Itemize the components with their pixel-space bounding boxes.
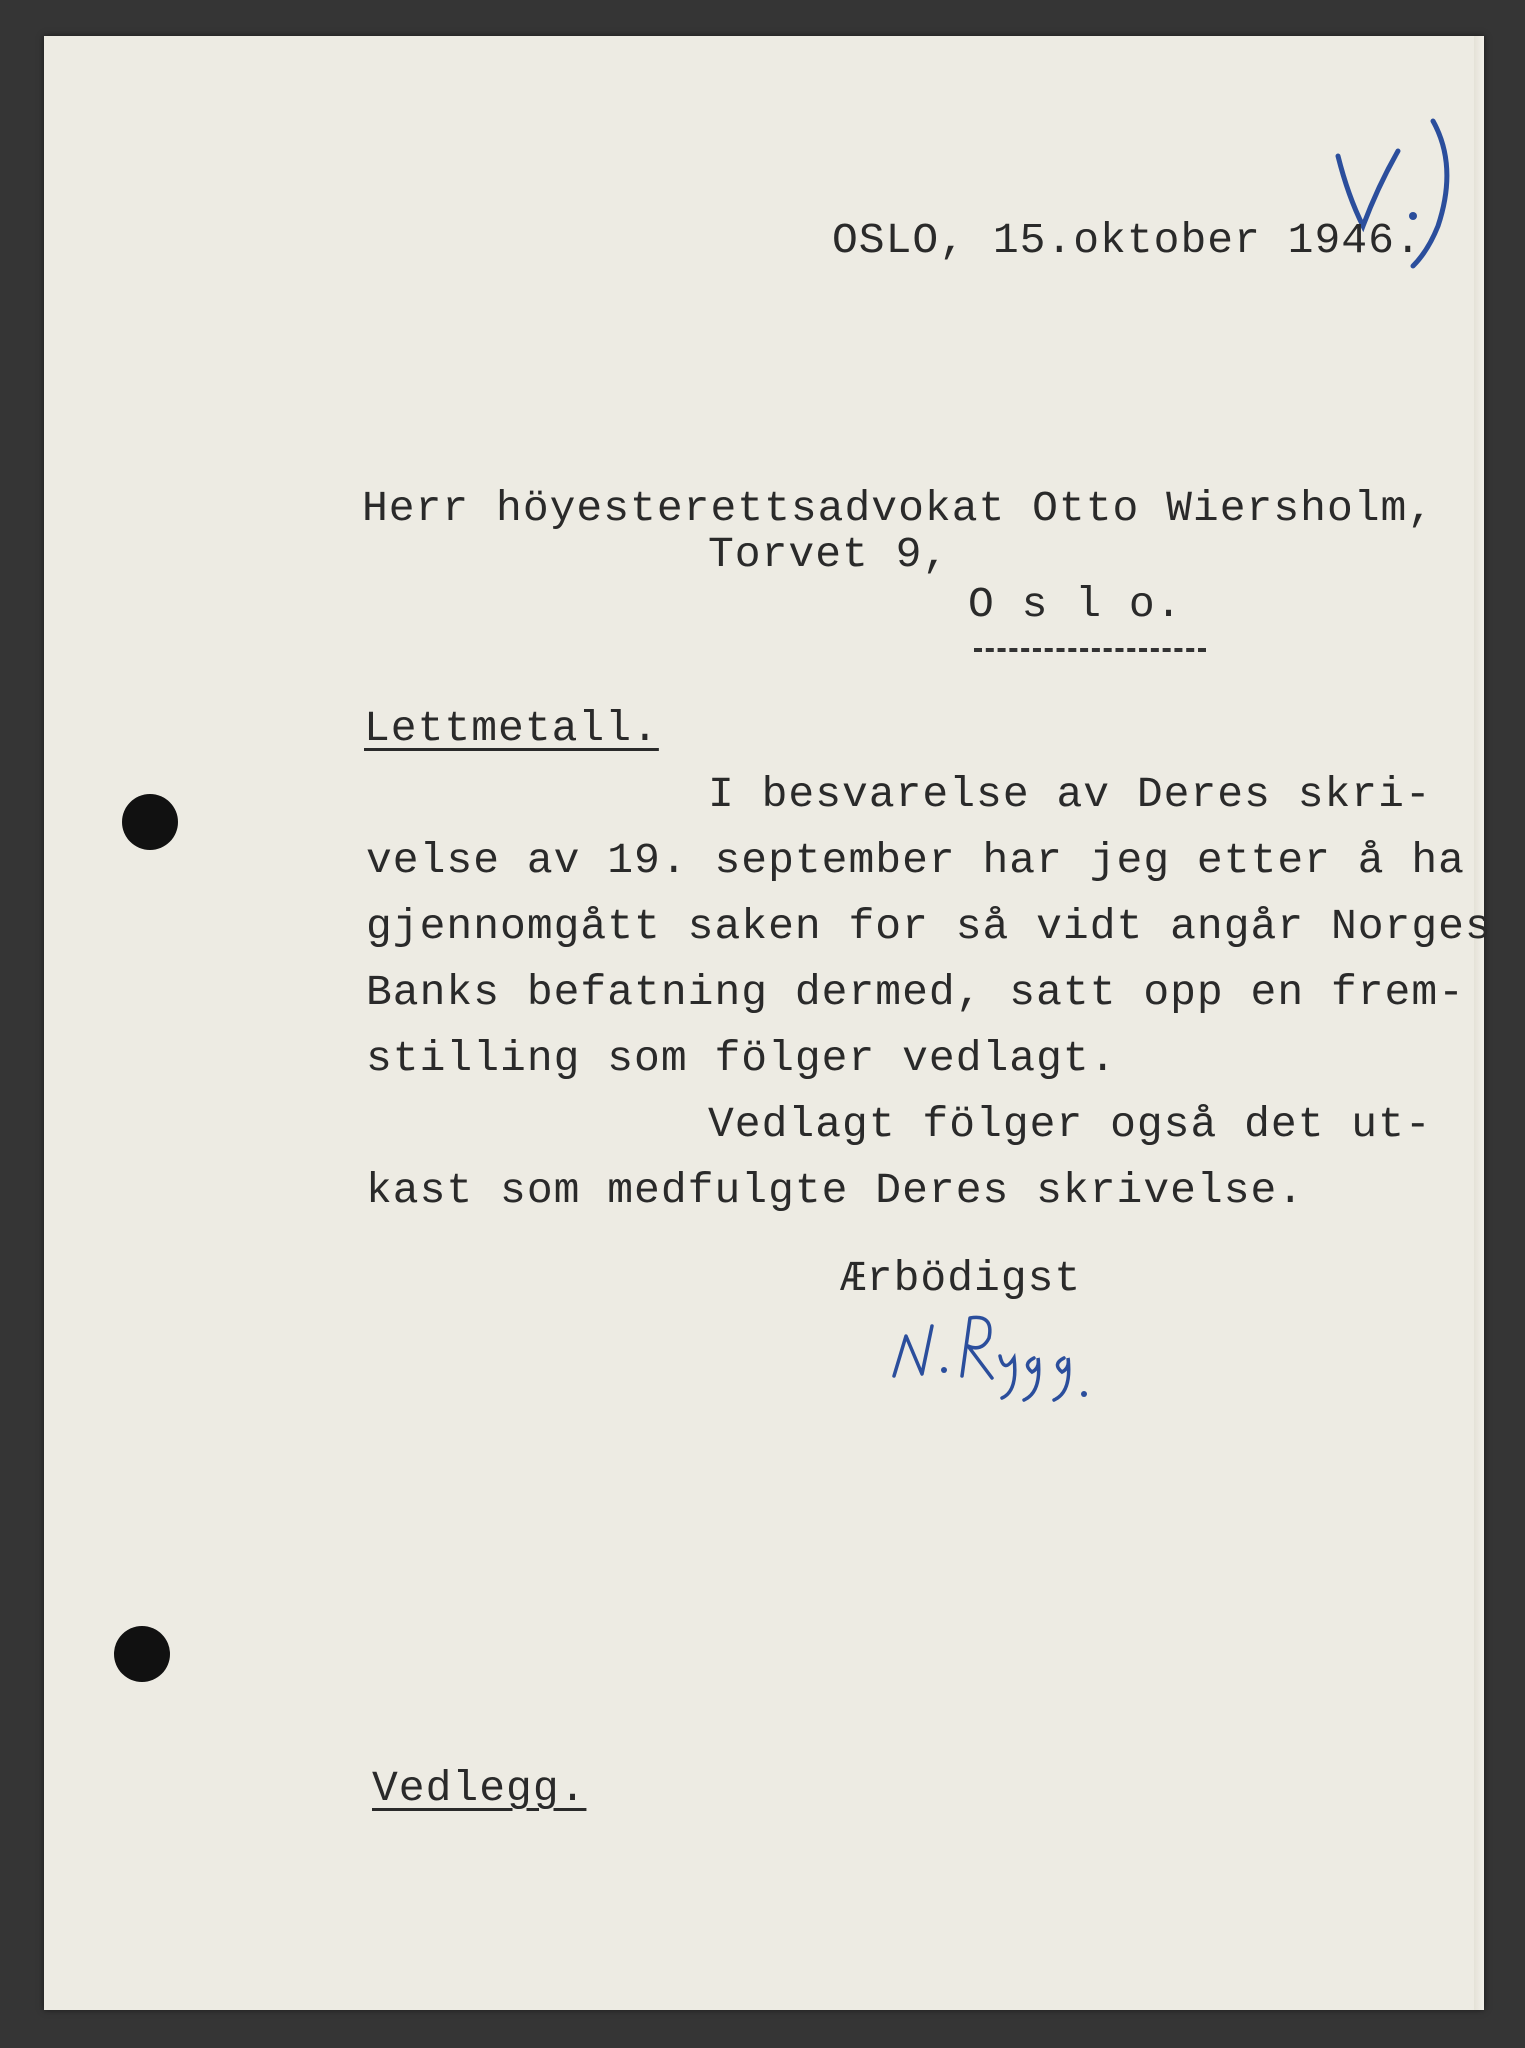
addressee-line-1: Herr höyesterettsadvokat Otto Wiersholm, [362,484,1435,533]
paper-edge [1474,36,1484,2010]
body-line: velse av 19. september har jeg etter å ha [366,836,1465,885]
body-line: gjennomgått saken for så vidt angår Norges [366,902,1492,951]
body-line: Vedlagt fölger også det ut- [708,1100,1432,1149]
enclosure-note: Vedlegg. [372,1764,587,1813]
subject-line: Lettmetall. [364,704,659,753]
body-line: stilling som fölger vedlagt. [366,1034,1117,1083]
addressee-line-2: Torvet 9, [708,530,950,579]
punch-hole-bottom [114,1626,170,1682]
punch-hole-top [122,794,178,850]
body-line: I besvarelse av Deres skri- [708,770,1432,819]
addressee-city: O s l o. [968,580,1183,629]
letter-page [44,36,1492,2010]
signature-handwriting [874,1296,1114,1416]
date-line: OSLO, 15.oktober 1946. [832,216,1422,265]
body-line: kast som medfulgte Deres skrivelse. [366,1166,1305,1215]
body-line: Banks befatning dermed, satt opp en frem- [366,968,1465,1017]
city-underline-dashes [974,648,1206,652]
closing-line: Ærbödigst [840,1254,1082,1303]
